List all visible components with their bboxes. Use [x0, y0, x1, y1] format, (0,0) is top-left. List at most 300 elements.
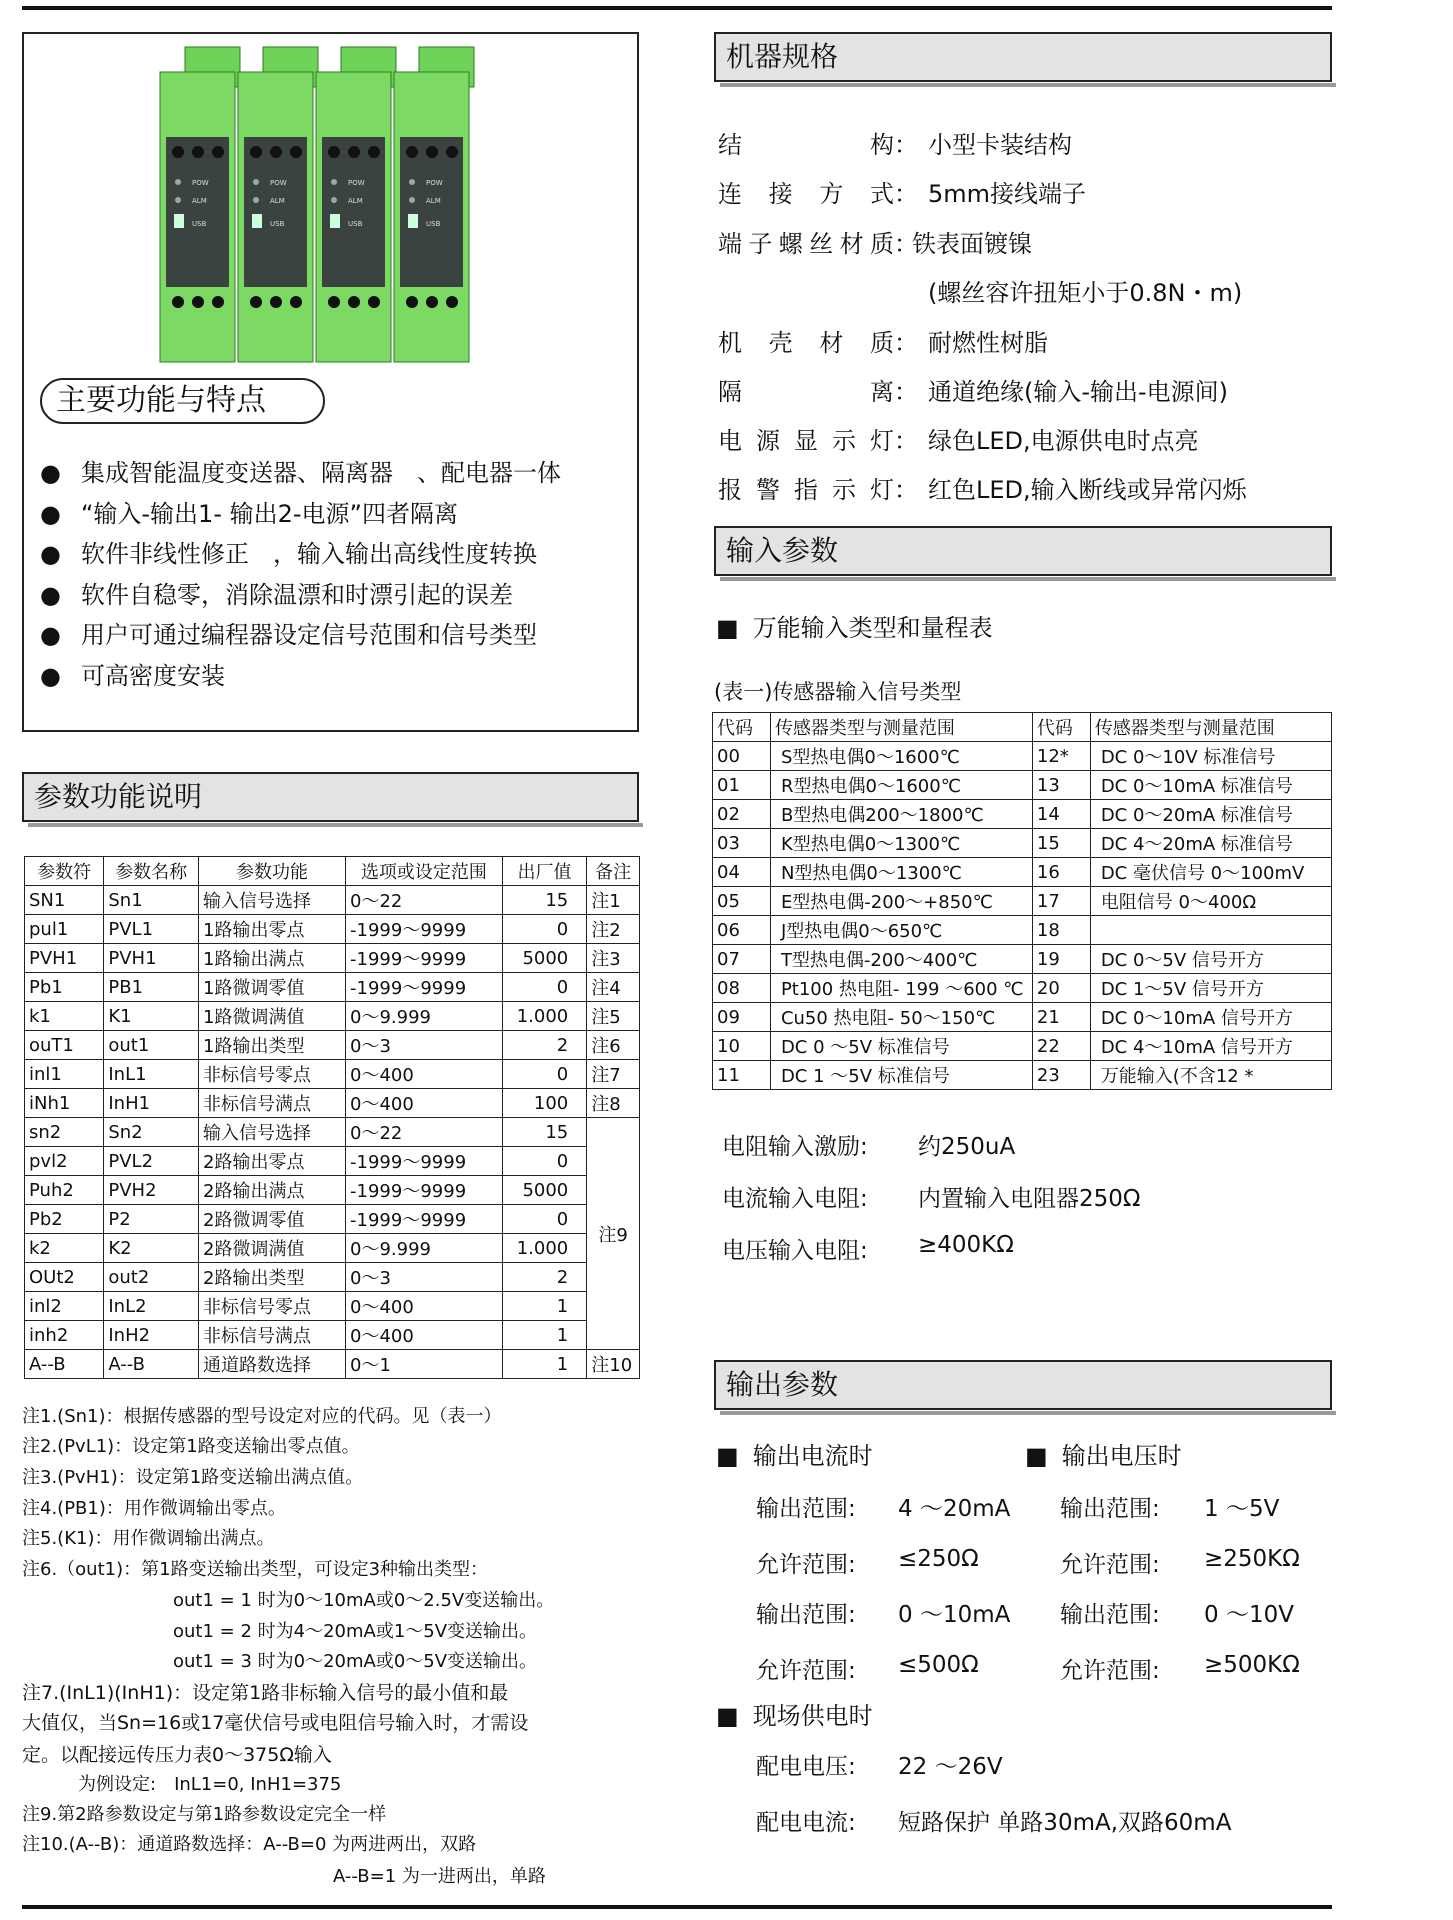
input-row: [713, 887, 1332, 916]
device-label: USB: [426, 220, 441, 228]
input-row: [713, 858, 1332, 887]
input-row: [713, 829, 1332, 858]
input-row: [713, 1032, 1332, 1061]
params-header-cell: 出厂值: [502, 857, 586, 886]
device-label: POW: [270, 179, 287, 187]
output-voltage-value: ≥500KΩ: [1204, 1652, 1300, 1678]
input-cell: [1090, 916, 1331, 945]
terminal-screw: [270, 296, 282, 308]
spec-label: 电 源 显 示 灯: [718, 427, 894, 455]
params-cell: A--B: [25, 1350, 104, 1379]
alm-led: [175, 197, 181, 203]
output-current-label: 允许范围:: [756, 1658, 856, 1684]
spec-value: 5mm接线端子: [928, 180, 1087, 208]
specs-title: 机器规格: [714, 32, 1332, 82]
device-label: USB: [348, 220, 363, 228]
param-note: out1 = 3 时为0～20mA或0～5V变送输出。: [173, 1651, 538, 1672]
spec-colon: ：: [894, 180, 918, 208]
input-cell: DC 毫伏信号 0～100mV: [1090, 858, 1331, 887]
usb-port: [408, 214, 418, 228]
params-row: [25, 1147, 640, 1176]
params-cell: 1路微调满值: [199, 1002, 346, 1031]
input-row: [713, 916, 1332, 945]
params-cell: k1: [25, 1002, 104, 1031]
params-cell: 非标信号零点: [199, 1292, 346, 1321]
usb-port: [330, 214, 340, 228]
input-row: [713, 1003, 1332, 1032]
params-merged-note: 注9: [587, 1118, 640, 1350]
input-cell: 11: [713, 1061, 771, 1090]
terminal-screw: [446, 146, 458, 158]
input-cell: 12*: [1032, 742, 1090, 771]
params-cell: 0～3: [346, 1263, 503, 1292]
params-cell: inh2: [25, 1321, 104, 1350]
params-cell: 输入信号选择: [199, 886, 346, 915]
params-cell: 2路微调零值: [199, 1205, 346, 1234]
spec-label: 机 壳 材 质: [718, 329, 894, 357]
params-row: [25, 1263, 640, 1292]
input-cell: S型热电偶0～1600℃: [770, 742, 1032, 771]
device-label: USB: [192, 220, 207, 228]
terminal-screw: [406, 146, 418, 158]
input-extra-label: 电流输入电阻:: [722, 1186, 868, 1212]
terminal-screw: [368, 296, 380, 308]
params-header-cell: 参数符: [25, 857, 104, 886]
input-extra-value: 约250uA: [918, 1134, 1016, 1160]
spec-label: 报 警 指 示 灯: [718, 476, 894, 504]
field-label: 配电电流:: [756, 1810, 856, 1836]
output-voltage-label: 输出范围:: [1060, 1602, 1160, 1628]
input-cell: K型热电偶0～1300℃: [770, 829, 1032, 858]
params-cell: 2路输出满点: [199, 1176, 346, 1205]
input-cell: 万能输入(不含12 *: [1090, 1061, 1331, 1090]
spec-colon: ：: [894, 427, 918, 455]
input-header-cell: 代码: [1032, 713, 1090, 742]
input-table: [712, 712, 1332, 1090]
params-cell: PVH1: [104, 944, 199, 973]
params-table: [24, 856, 640, 1379]
spec-colon: ：: [894, 131, 918, 159]
input-cell: J型热电偶0～650℃: [770, 916, 1032, 945]
input-cell: 05: [713, 887, 771, 916]
params-cell: 5000: [502, 1176, 586, 1205]
feature-item: ● 可高密度安装: [40, 661, 225, 691]
params-cell: 0～400: [346, 1089, 503, 1118]
alm-led: [409, 197, 415, 203]
terminal-screw: [290, 146, 302, 158]
params-cell: 0～1: [346, 1350, 503, 1379]
params-cell: Sn2: [104, 1118, 199, 1147]
params-cell: A--B: [104, 1350, 199, 1379]
params-cell: PB1: [104, 973, 199, 1002]
params-cell: 注4: [587, 973, 640, 1002]
terminal-screw: [192, 146, 204, 158]
params-cell: 非标信号满点: [199, 1089, 346, 1118]
features-title: 主要功能与特点: [40, 378, 325, 424]
input-extra-label: 电阻输入激励:: [722, 1134, 868, 1160]
input-cell: 00: [713, 742, 771, 771]
params-cell: out1: [104, 1031, 199, 1060]
params-row: [25, 1089, 640, 1118]
input-cell: E型热电偶-200～+850℃: [770, 887, 1032, 916]
params-cell: 注6: [587, 1031, 640, 1060]
product-image: [150, 42, 490, 372]
input-cell: DC 0～5V 信号开方: [1090, 945, 1331, 974]
device-label: POW: [426, 179, 443, 187]
input-cell: 22: [1032, 1032, 1090, 1061]
feature-item: ● “输入-输出1- 输出2-电源”四者隔离: [40, 499, 458, 529]
params-cell: 1路输出类型: [199, 1031, 346, 1060]
param-note: 注6.（out1)：第1路变送输出类型，可设定3种输出类型：: [22, 1559, 489, 1580]
params-cell: 0: [502, 1205, 586, 1234]
params-row: [25, 1176, 640, 1205]
input-subtitle: ■ 万能输入类型和量程表: [716, 608, 993, 643]
params-cell: 注1: [587, 886, 640, 915]
params-cell: -1999～9999: [346, 1205, 503, 1234]
params-cell: 1.000: [502, 1002, 586, 1031]
spec-value: 耐燃性树脂: [928, 329, 1048, 357]
params-cell: 0～3: [346, 1031, 503, 1060]
module-face: [244, 137, 307, 287]
params-cell: InL1: [104, 1060, 199, 1089]
params-cell: 0: [502, 1147, 586, 1176]
terminal-screw: [192, 296, 204, 308]
input-cell: 15: [1032, 829, 1090, 858]
params-cell: 1: [502, 1321, 586, 1350]
spec-colon: ：: [894, 230, 918, 258]
input-cell: 19: [1032, 945, 1090, 974]
input-extra-label: 电压输入电阻:: [722, 1238, 868, 1264]
params-cell: 注7: [587, 1060, 640, 1089]
spec-colon: ：: [894, 329, 918, 357]
params-cell: PVL1: [104, 915, 199, 944]
terminal-screw: [290, 296, 302, 308]
param-note: A--B=1 为一进两出，单路: [333, 1866, 546, 1887]
param-note: out1 = 2 时为4～20mA或1～5V变送输出。: [173, 1621, 538, 1642]
params-cell: iNh1: [25, 1089, 104, 1118]
params-cell: K1: [104, 1002, 199, 1031]
pow-led: [409, 179, 415, 185]
terminal-screw: [328, 146, 340, 158]
params-row: [25, 1002, 640, 1031]
params-cell: 2路输出零点: [199, 1147, 346, 1176]
output-current-label: 允许范围:: [756, 1552, 856, 1578]
output-voltage-value: ≥250KΩ: [1204, 1546, 1300, 1572]
input-header-cell: 传感器类型与测量范围: [770, 713, 1032, 742]
params-cell: PVL2: [104, 1147, 199, 1176]
params-row: [25, 973, 640, 1002]
input-title: 输入参数: [714, 526, 1332, 576]
params-cell: 0: [502, 915, 586, 944]
param-note: 注10.(A--B)：通道路数选择：A--B=0 为两进两出，双路: [22, 1834, 477, 1855]
device-label: ALM: [426, 197, 441, 205]
params-cell: 非标信号满点: [199, 1321, 346, 1350]
top-rule: [22, 6, 1332, 10]
spec-value: 红色LED,输入断线或异常闪烁: [928, 476, 1247, 504]
terminal-screw: [250, 296, 262, 308]
terminal-screw: [270, 146, 282, 158]
terminal-screw: [250, 146, 262, 158]
params-header-row: [25, 857, 640, 886]
params-cell: 0～400: [346, 1060, 503, 1089]
input-cell: N型热电偶0～1300℃: [770, 858, 1032, 887]
input-cell: T型热电偶-200～400℃: [770, 945, 1032, 974]
terminal-screw: [328, 296, 340, 308]
param-note: out1 = 1 时为0～10mA或0～2.5V变送输出。: [173, 1590, 555, 1611]
params-cell: 2: [502, 1031, 586, 1060]
params-cell: PVH1: [25, 944, 104, 973]
params-cell: 注8: [587, 1089, 640, 1118]
spec-label: 隔 离: [718, 378, 894, 406]
params-cell: 1: [502, 1350, 586, 1379]
module-face: [166, 137, 229, 287]
input-header-cell: 传感器类型与测量范围: [1090, 713, 1331, 742]
module-face: [322, 137, 385, 287]
input-cell: 03: [713, 829, 771, 858]
input-cell: 02: [713, 800, 771, 829]
input-cell: 14: [1032, 800, 1090, 829]
output-voltage-title: ■ 输出电压时: [1025, 1436, 1182, 1471]
input-cell: 21: [1032, 1003, 1090, 1032]
param-note: 注2.(PvL1)：设定第1路变送输出零点值。: [22, 1436, 360, 1457]
terminal-screw: [348, 146, 360, 158]
params-row: [25, 1060, 640, 1089]
spec-label: 端子螺丝材质: [718, 230, 894, 258]
input-cell: 17: [1032, 887, 1090, 916]
params-cell: 注10: [587, 1350, 640, 1379]
usb-port: [252, 214, 262, 228]
input-cell: 01: [713, 771, 771, 800]
terminal-screw: [426, 296, 438, 308]
input-cell: DC 4～10mA 信号开方: [1090, 1032, 1331, 1061]
output-voltage-label: 允许范围:: [1060, 1658, 1160, 1684]
module-face: [400, 137, 463, 287]
terminal-screw: [172, 146, 184, 158]
pow-led: [175, 179, 181, 185]
param-note: 注5.(K1)：用作微调输出满点。: [22, 1528, 275, 1549]
params-header-cell: 参数名称: [104, 857, 199, 886]
params-cell: -1999～9999: [346, 1176, 503, 1205]
params-row: [25, 886, 640, 915]
params-cell: 非标信号零点: [199, 1060, 346, 1089]
output-current-value: ≤250Ω: [898, 1546, 979, 1572]
usb-port: [174, 214, 184, 228]
input-cell: 23: [1032, 1061, 1090, 1090]
input-cell: 04: [713, 858, 771, 887]
params-cell: Pb1: [25, 973, 104, 1002]
params-cell: -1999～9999: [346, 915, 503, 944]
input-cell: Cu50 热电阻- 50～150℃: [770, 1003, 1032, 1032]
pow-led: [253, 179, 259, 185]
params-cell: 1路输出满点: [199, 944, 346, 973]
params-cell: 2路输出类型: [199, 1263, 346, 1292]
param-note: 注9.第2路参数设定与第1路参数设定完全一样: [22, 1804, 387, 1825]
terminal-screw: [406, 296, 418, 308]
output-voltage-label: 允许范围:: [1060, 1552, 1160, 1578]
spec-label: 连 接 方 式: [718, 180, 894, 208]
params-cell: K2: [104, 1234, 199, 1263]
params-cell: SN1: [25, 886, 104, 915]
input-row: [713, 771, 1332, 800]
params-cell: Sn1: [104, 886, 199, 915]
params-cell: 0～22: [346, 1118, 503, 1147]
output-current-title: ■ 输出电流时: [716, 1436, 873, 1471]
feature-item: ● 软件非线性修正 ，输入输出高线性度转换: [40, 539, 537, 569]
field-title: ■ 现场供电时: [716, 1696, 873, 1731]
terminal-screw: [426, 146, 438, 158]
feature-item: ● 软件自稳零，消除温漂和时漂引起的误差: [40, 580, 513, 610]
output-current-value: ≤500Ω: [898, 1652, 979, 1678]
input-cell: DC 0～20mA 标准信号: [1090, 800, 1331, 829]
input-cell: 13: [1032, 771, 1090, 800]
params-row: [25, 915, 640, 944]
params-cell: 5000: [502, 944, 586, 973]
params-cell: 输入信号选择: [199, 1118, 346, 1147]
params-cell: Pb2: [25, 1205, 104, 1234]
spec-colon: ：: [894, 476, 918, 504]
params-cell: 0～9.999: [346, 1234, 503, 1263]
params-cell: 0～400: [346, 1321, 503, 1350]
input-cell: 电阻信号 0～400Ω: [1090, 887, 1331, 916]
params-row: [25, 1350, 640, 1379]
params-row: [25, 1321, 640, 1350]
input-row: [713, 974, 1332, 1003]
params-cell: 1.000: [502, 1234, 586, 1263]
input-extra-value: ≥400KΩ: [918, 1232, 1014, 1258]
input-table-caption: (表一)传感器输入信号类型: [714, 680, 962, 704]
output-voltage-label: 输出范围:: [1060, 1496, 1160, 1522]
params-cell: 0: [502, 973, 586, 1002]
field-value: 短路保护 单路30mA,双路60mA: [898, 1810, 1232, 1836]
device-label: USB: [270, 220, 285, 228]
params-cell: 2: [502, 1263, 586, 1292]
params-cell: 注2: [587, 915, 640, 944]
params-cell: 1路输出零点: [199, 915, 346, 944]
input-cell: DC 1 ～5V 标准信号: [770, 1061, 1032, 1090]
params-header-cell: 参数功能: [199, 857, 346, 886]
params-cell: 0: [502, 1060, 586, 1089]
param-note: 注7.(InL1)(InH1)：设定第1路非标输入信号的最小值和最: [22, 1682, 509, 1704]
device-label: POW: [348, 179, 365, 187]
params-cell: pvl2: [25, 1147, 104, 1176]
params-cell: 1: [502, 1292, 586, 1321]
spec-value: 小型卡装结构: [928, 131, 1072, 159]
params-cell: -1999～9999: [346, 1147, 503, 1176]
input-cell: 16: [1032, 858, 1090, 887]
params-cell: 注3: [587, 944, 640, 973]
spec-value: 通道绝缘(输入-输出-电源间): [928, 378, 1229, 406]
pow-led: [331, 179, 337, 185]
param-note: 大值仅，当Sn=16或17毫伏信号或电阻信号输入时，才需设: [22, 1712, 529, 1734]
terminal-screw: [446, 296, 458, 308]
param-note: 定。以配接远传压力表0～375Ω输入: [22, 1744, 332, 1766]
input-cell: 09: [713, 1003, 771, 1032]
input-cell: 06: [713, 916, 771, 945]
param-note: 注1.(Sn1)：根据传感器的型号设定对应的代码。见（表一）: [22, 1406, 502, 1427]
device-label: ALM: [270, 197, 285, 205]
output-voltage-value: 0 ～10V: [1204, 1602, 1294, 1628]
params-cell: 通道路数选择: [199, 1350, 346, 1379]
output-current-label: 输出范围:: [756, 1496, 856, 1522]
terminal-screw: [212, 296, 224, 308]
params-row: [25, 1292, 640, 1321]
output-current-value: 4 ～20mA: [898, 1496, 1011, 1522]
params-cell: inl2: [25, 1292, 104, 1321]
input-cell: 10: [713, 1032, 771, 1061]
input-cell: 18: [1032, 916, 1090, 945]
input-header-cell: 代码: [713, 713, 771, 742]
feature-item: ● 集成智能温度变送器、隔离器 、配电器一体: [40, 458, 561, 488]
input-cell: B型热电偶200～1800℃: [770, 800, 1032, 829]
param-note: 为例设定: InL1=0, InH1=375: [78, 1774, 342, 1795]
input-row: [713, 1061, 1332, 1090]
input-cell: DC 0～10mA 标准信号: [1090, 771, 1331, 800]
input-cell: 07: [713, 945, 771, 974]
terminal-screw: [348, 296, 360, 308]
input-cell: 08: [713, 974, 771, 1003]
field-value: 22 ～26V: [898, 1754, 1003, 1780]
params-cell: 15: [502, 1118, 586, 1147]
spec-value: (螺丝容许扭矩小于0.8N・m): [928, 279, 1243, 307]
feature-item: ● 用户可通过编程器设定信号范围和信号类型: [40, 620, 537, 650]
field-label: 配电电压:: [756, 1754, 856, 1780]
params-cell: sn2: [25, 1118, 104, 1147]
spec-value: 绿色LED,电源供电时点亮: [928, 427, 1199, 455]
params-row: [25, 1031, 640, 1060]
params-cell: out2: [104, 1263, 199, 1292]
device-label: POW: [192, 179, 209, 187]
params-cell: OUt2: [25, 1263, 104, 1292]
params-cell: ouT1: [25, 1031, 104, 1060]
input-extra-value: 内置输入电阻器250Ω: [918, 1186, 1141, 1212]
params-cell: InL2: [104, 1292, 199, 1321]
params-cell: 0～9.999: [346, 1002, 503, 1031]
param-note: 注4.(PB1)：用作微调输出零点。: [22, 1498, 286, 1519]
params-cell: 1路微调零值: [199, 973, 346, 1002]
params-row: [25, 1118, 640, 1147]
input-cell: DC 0～10mA 信号开方: [1090, 1003, 1331, 1032]
params-header-cell: 选项或设定范围: [346, 857, 503, 886]
input-header-row: [713, 713, 1332, 742]
output-title: 输出参数: [714, 1360, 1332, 1410]
params-cell: -1999～9999: [346, 944, 503, 973]
params-cell: -1999～9999: [346, 973, 503, 1002]
params-cell: 0～22: [346, 886, 503, 915]
input-cell: 20: [1032, 974, 1090, 1003]
spec-label: 结 构: [718, 131, 894, 159]
input-cell: Pt100 热电阻- 199 ～600 ℃: [770, 974, 1032, 1003]
params-cell: k2: [25, 1234, 104, 1263]
params-cell: PVH2: [104, 1176, 199, 1205]
spec-colon: ：: [894, 378, 918, 406]
input-row: [713, 800, 1332, 829]
params-cell: 0～400: [346, 1292, 503, 1321]
params-cell: inl1: [25, 1060, 104, 1089]
params-cell: Puh2: [25, 1176, 104, 1205]
params-row: [25, 1205, 640, 1234]
params-cell: 2路微调满值: [199, 1234, 346, 1263]
device-label: ALM: [348, 197, 363, 205]
output-current-value: 0 ～10mA: [898, 1602, 1011, 1628]
terminal-screw: [172, 296, 184, 308]
input-cell: R型热电偶0～1600℃: [770, 771, 1032, 800]
params-header-cell: 备注: [587, 857, 640, 886]
spec-value: 铁表面镀镍: [912, 230, 1032, 258]
output-current-label: 输出范围:: [756, 1602, 856, 1628]
params-row: [25, 1234, 640, 1263]
terminal-screw: [212, 146, 224, 158]
output-voltage-value: 1 ～5V: [1204, 1496, 1280, 1522]
